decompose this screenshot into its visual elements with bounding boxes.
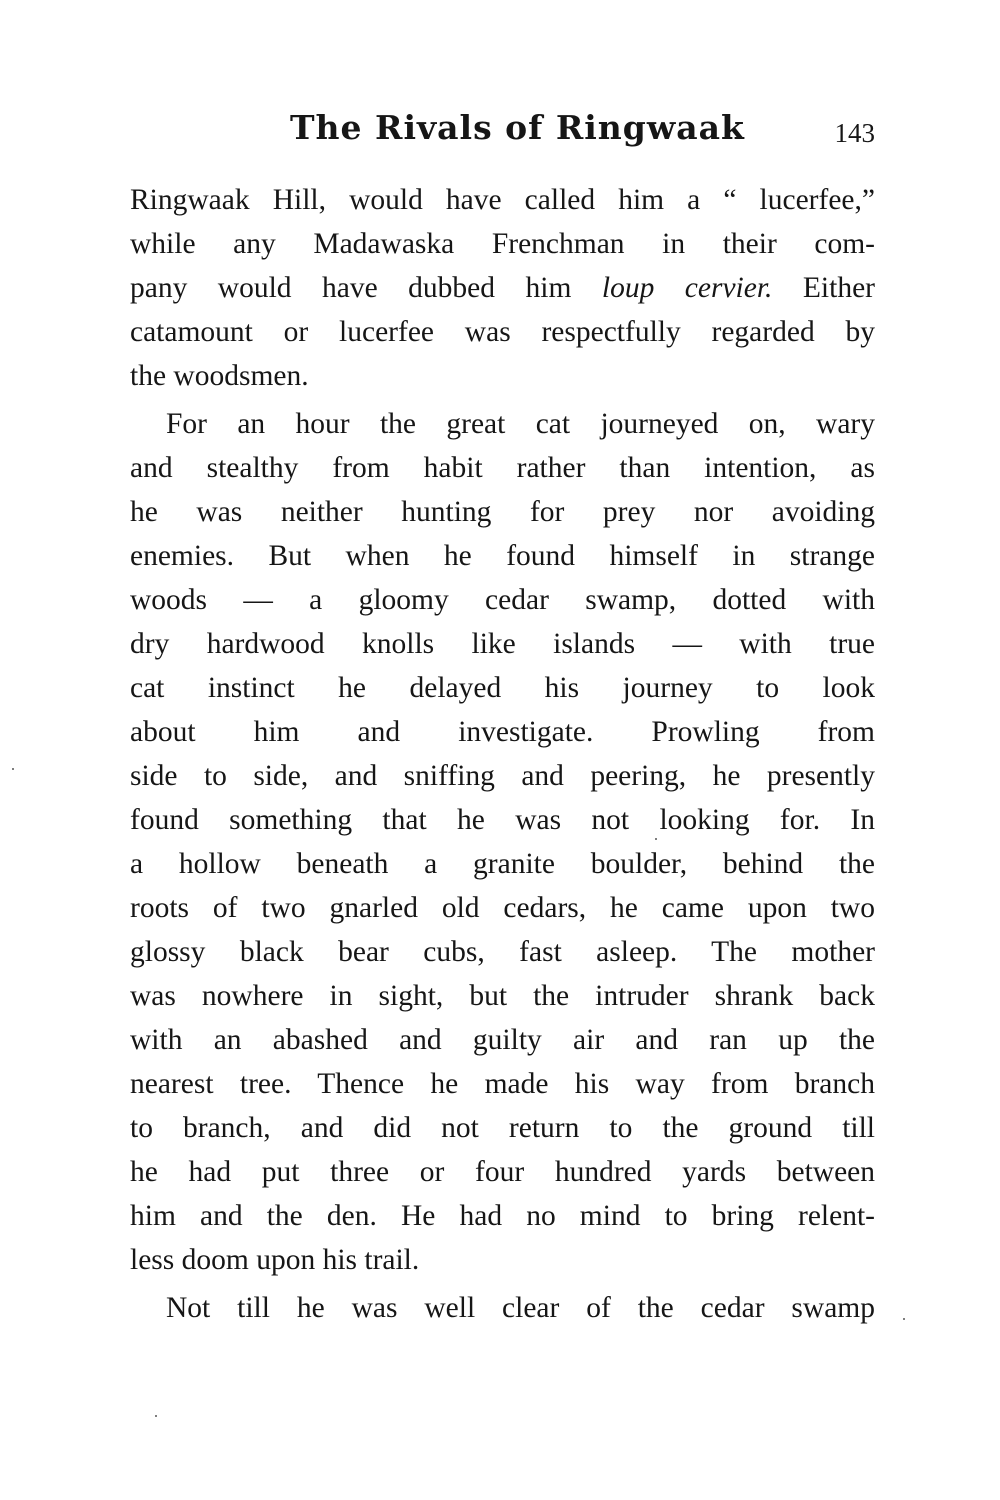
text-line: found something that he was not looking for. In bbox=[130, 804, 875, 836]
text-line: with an abashed and guilty air and ran up the bbox=[130, 1024, 875, 1056]
text-line: and stealthy from habit rather than intention, as bbox=[130, 452, 875, 484]
text-line: side to side, and sniffing and peering, he presently bbox=[130, 760, 875, 792]
print-speck bbox=[903, 1318, 905, 1320]
text-line: For an hour the great cat journeyed on, wary bbox=[166, 408, 875, 440]
body-text bbox=[130, 178, 875, 1330]
text-line: glossy black bear cubs, fast asleep. The mother bbox=[130, 936, 875, 968]
text-line: dry hardwood knolls like islands — with true bbox=[130, 628, 875, 660]
text-line: he had put three or four hundred yards between bbox=[130, 1156, 875, 1188]
text-line: the woodsmen. bbox=[130, 360, 309, 392]
text-line: a hollow beneath a granite boulder, behind the bbox=[130, 848, 875, 880]
text-line: he was neither hunting for prey nor avoiding bbox=[130, 496, 875, 528]
text-line: about him and investigate. Prowling from bbox=[130, 716, 875, 748]
text-line: cat instinct he delayed his journey to look bbox=[130, 672, 875, 704]
text-line: Not till he was well clear of the cedar swamp bbox=[166, 1292, 875, 1324]
text-line bbox=[130, 266, 875, 310]
running-title: The Rivals of Ringwaak bbox=[290, 108, 745, 147]
page-number: 143 bbox=[834, 118, 875, 148]
italic-phrase: loup cervier. bbox=[601, 272, 773, 304]
print-speck bbox=[655, 838, 657, 840]
text-run: Either bbox=[802, 272, 875, 304]
text-line: roots of two gnarled old cedars, he came upon two bbox=[130, 892, 875, 924]
text-line: less doom upon his trail. bbox=[130, 1244, 420, 1276]
text-line: Ringwaak Hill, would have called him a “ lucerfee,” bbox=[130, 184, 875, 216]
text-line: nearest tree. Thence he made his way from branch bbox=[130, 1068, 875, 1100]
text-line: to branch, and did not return to the ground till bbox=[130, 1112, 875, 1144]
text-run: pany would have dubbed him bbox=[130, 272, 572, 304]
print-speck bbox=[12, 768, 14, 770]
text-line: enemies. But when he found himself in strange bbox=[130, 540, 875, 572]
print-speck bbox=[155, 1415, 157, 1417]
text-line: woods — a gloomy cedar swamp, dotted with bbox=[130, 584, 875, 616]
text-line: him and the den. He had no mind to bring relent- bbox=[130, 1200, 875, 1232]
text-line: catamount or lucerfee was respectfully regarded by bbox=[130, 316, 875, 348]
running-head bbox=[130, 108, 875, 158]
text-line: was nowhere in sight, but the intruder shrank back bbox=[130, 980, 875, 1012]
text-line: while any Madawaska Frenchman in their com- bbox=[130, 228, 875, 260]
